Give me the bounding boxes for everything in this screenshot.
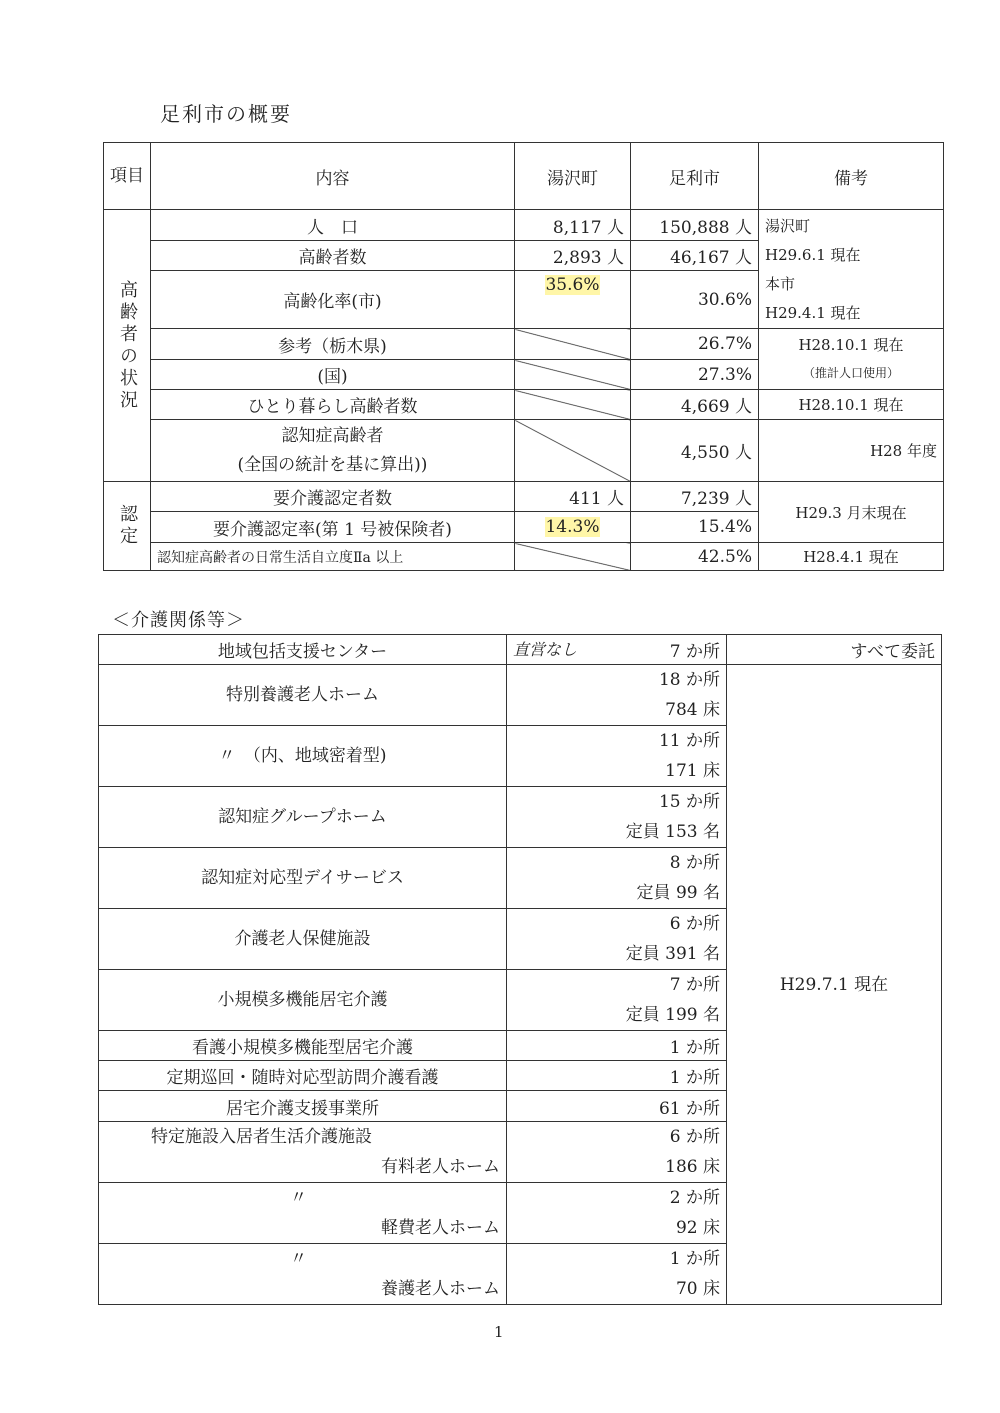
remark-cell: H28 年度	[759, 420, 944, 482]
remark-line: H28.10.1 現在	[798, 336, 904, 354]
row-label: 地域包括支援センター	[99, 635, 507, 665]
remark-line: H29.4.1 現在	[765, 304, 861, 322]
row-label-line: 養護老人ホーム	[381, 1279, 500, 1299]
remark-cell	[759, 210, 944, 329]
row-label-line: 〃	[290, 1249, 307, 1269]
yuzawa-value: 2,893 人	[515, 241, 631, 271]
handwritten-note: 直営なし	[513, 640, 578, 659]
header-item: 項目	[104, 143, 151, 210]
count-value: 1 か所	[669, 1249, 720, 1269]
row-label: 参考（栃木県)	[151, 329, 515, 360]
group-elderly-label: 高齢者の状況	[104, 210, 151, 482]
ashikaga-value: 30.6%	[631, 271, 759, 329]
section-title: ＜介護関係等＞	[112, 610, 245, 631]
highlighted-value: 35.6%	[545, 275, 600, 295]
remark-cell: H29.7.1 現在	[727, 665, 942, 1305]
table-row	[104, 420, 944, 482]
row-label-line: 軽費老人ホーム	[381, 1218, 500, 1238]
count-value: 11 か所	[658, 731, 720, 751]
count-value: 7 か所	[669, 975, 720, 995]
table-row	[99, 665, 942, 726]
row-label: 介護老人保健施設	[99, 909, 507, 970]
value-cell	[507, 787, 727, 848]
row-label-line: 特定施設入居者生活介護施設	[151, 1127, 372, 1147]
ashikaga-value: 7,239 人	[631, 482, 759, 512]
row-label: 特別養護老人ホーム	[99, 665, 507, 726]
row-label: 〃 （内、地域密着型)	[99, 726, 507, 787]
header-remarks: 備考	[759, 143, 944, 210]
yuzawa-value: 411 人	[515, 482, 631, 512]
value-cell	[507, 909, 727, 970]
remark-cell: すべて委託	[727, 635, 942, 665]
row-label-line: (全国の統計を基に算出))	[237, 454, 428, 475]
empty-diagonal-cell	[515, 329, 631, 360]
empty-diagonal-cell	[515, 390, 631, 420]
row-label: 人 口	[151, 210, 515, 241]
highlighted-value: 14.3%	[545, 517, 600, 537]
value-cell	[507, 1244, 727, 1305]
row-label	[99, 1122, 507, 1183]
remark-line: 本市	[765, 275, 796, 293]
table-row	[104, 210, 944, 241]
count-value: 6 か所	[669, 1127, 720, 1147]
row-label	[99, 1183, 507, 1244]
value-cell	[507, 1122, 727, 1183]
capacity-value: 784 床	[665, 700, 720, 720]
count-value: 1 か所	[507, 1031, 727, 1061]
ashikaga-value: 42.5%	[631, 543, 759, 571]
yuzawa-value	[515, 512, 631, 543]
remark-cell	[759, 329, 944, 390]
header-ashikaga: 足利市	[631, 143, 759, 210]
row-label-line: 認知症高齢者	[281, 425, 384, 446]
row-label: 居宅介護支援事業所	[99, 1091, 507, 1122]
count-value: 18 か所	[658, 670, 720, 690]
table-row	[104, 329, 944, 360]
header-content: 内容	[151, 143, 515, 210]
row-label-line: 〃	[290, 1188, 307, 1208]
page-number: 1	[494, 1323, 504, 1341]
row-label: 認知症対応型デイサービス	[99, 848, 507, 909]
capacity-value: 定員 391 名	[625, 944, 720, 964]
header-yuzawa: 湯沢町	[515, 143, 631, 210]
count-value: 7 か所	[669, 642, 720, 662]
row-label: 認知症高齢者の日常生活自立度Ⅱa 以上	[151, 543, 515, 571]
table-row	[104, 543, 944, 571]
group-cert-label: 認定	[104, 482, 151, 571]
capacity-value: 定員 99 名	[636, 883, 720, 903]
ashikaga-value: 150,888 人	[631, 210, 759, 241]
capacity-value: 70 床	[675, 1279, 720, 1299]
remark-cell: H29.3 月末現在	[759, 482, 944, 543]
ashikaga-value: 27.3%	[631, 360, 759, 390]
capacity-value: 171 床	[665, 761, 720, 781]
value-cell	[507, 635, 727, 665]
row-label: (国)	[151, 360, 515, 390]
care-facilities-table	[98, 634, 942, 1305]
row-label: 要介護認定率(第 1 号被保険者)	[151, 512, 515, 543]
capacity-value: 92 床	[675, 1218, 720, 1238]
header-row	[104, 143, 944, 210]
capacity-value: 定員 199 名	[625, 1005, 720, 1025]
ashikaga-value: 46,167 人	[631, 241, 759, 271]
row-label-line: 有料老人ホーム	[381, 1157, 500, 1177]
yuzawa-value	[515, 271, 631, 329]
ashikaga-value: 4,550 人	[631, 420, 759, 482]
ashikaga-value: 15.4%	[631, 512, 759, 543]
value-cell	[507, 1183, 727, 1244]
remark-cell: H28.10.1 現在	[759, 390, 944, 420]
remark-line: 湯沢町	[765, 217, 811, 235]
capacity-value: 定員 153 名	[625, 822, 720, 842]
count-value: 8 か所	[669, 853, 720, 873]
capacity-value: 186 床	[665, 1157, 720, 1177]
empty-diagonal-cell	[515, 543, 631, 571]
row-label: 高齢化率(市)	[151, 271, 515, 329]
table-row	[99, 635, 942, 665]
count-value: 1 か所	[507, 1061, 727, 1091]
remark-cell: H28.4.1 現在	[759, 543, 944, 571]
yuzawa-value: 8,117 人	[515, 210, 631, 241]
empty-diagonal-cell	[515, 420, 631, 482]
count-value: 2 か所	[669, 1188, 720, 1208]
value-cell	[507, 848, 727, 909]
value-cell	[507, 970, 727, 1031]
row-label: 高齢者数	[151, 241, 515, 271]
row-label	[151, 420, 515, 482]
count-value: 6 か所	[669, 914, 720, 934]
table-row	[104, 482, 944, 512]
row-label	[99, 1244, 507, 1305]
table-row	[104, 390, 944, 420]
overview-table	[103, 142, 944, 571]
value-cell	[507, 726, 727, 787]
row-label: 認知症グループホーム	[99, 787, 507, 848]
row-label: 定期巡回・随時対応型訪問介護看護	[99, 1061, 507, 1091]
row-label: 要介護認定者数	[151, 482, 515, 512]
remark-line: H29.6.1 現在	[765, 246, 861, 264]
count-value: 15 か所	[658, 792, 720, 812]
page-title: 足利市の概要	[160, 102, 292, 126]
row-label: ひとり暮らし高齢者数	[151, 390, 515, 420]
ashikaga-value: 4,669 人	[631, 390, 759, 420]
remark-line: （推計人口使用）	[802, 366, 899, 380]
ashikaga-value: 26.7%	[631, 329, 759, 360]
value-cell	[507, 665, 727, 726]
row-label: 看護小規模多機能型居宅介護	[99, 1031, 507, 1061]
count-value: 61 か所	[507, 1091, 727, 1122]
row-label: 小規模多機能居宅介護	[99, 970, 507, 1031]
empty-diagonal-cell	[515, 360, 631, 390]
